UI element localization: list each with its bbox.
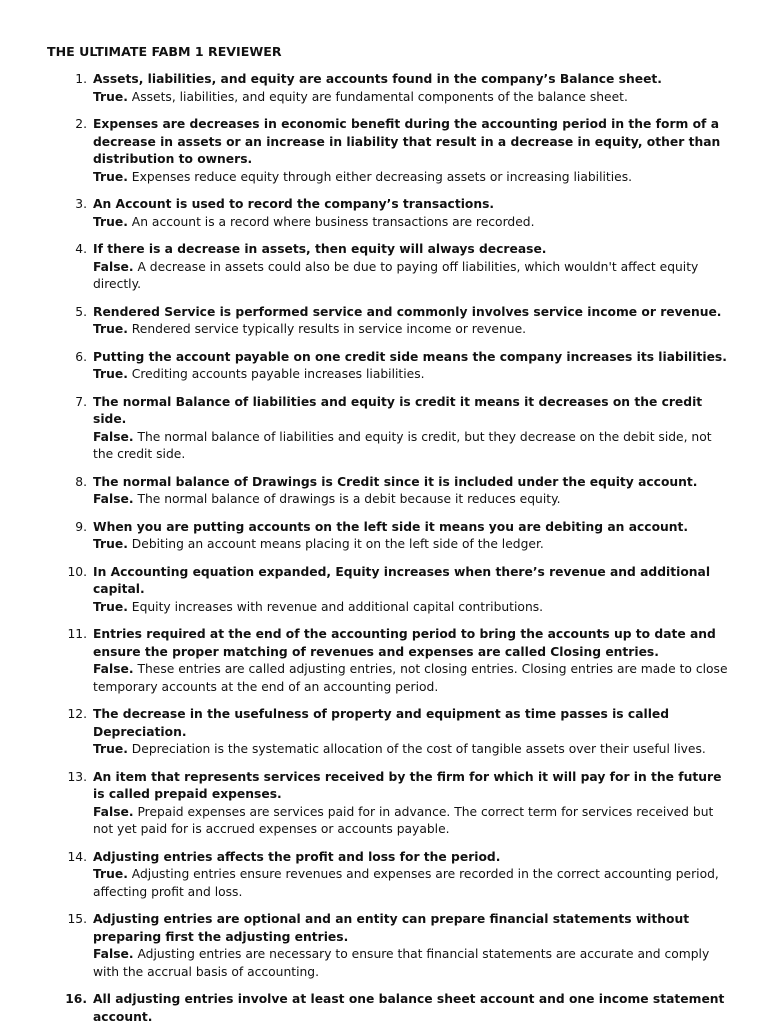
item-explanation: An account is a record where business transactions are recorded. bbox=[131, 214, 535, 229]
item-answer bbox=[93, 804, 728, 839]
item-verdict: False. bbox=[93, 492, 134, 506]
item-question: If there is a decrease in assets, then equity will always decrease. bbox=[93, 242, 547, 256]
list-item bbox=[47, 849, 728, 902]
item-question: An item that represents services received by the firm for which it will pay for in the future is called prepaid expenses. bbox=[93, 769, 722, 801]
item-verdict: False. bbox=[93, 662, 134, 676]
item-answer bbox=[93, 89, 728, 107]
item-verdict: True. bbox=[93, 367, 128, 381]
item-number: 5. bbox=[75, 304, 87, 319]
item-explanation: Assets, liabilities, and equity are fundamental components of the balance sheet. bbox=[131, 89, 628, 104]
list-item bbox=[47, 519, 728, 554]
item-question: In Accounting equation expanded, Equity increases when there’s revenue and additional capital. bbox=[93, 564, 711, 596]
item-answer bbox=[93, 661, 728, 696]
item-explanation: Rendered service typically results in service income or revenue. bbox=[131, 322, 527, 336]
item-answer bbox=[93, 214, 728, 232]
item-number: 10. bbox=[67, 564, 87, 579]
item-verdict: True. bbox=[93, 89, 128, 104]
item-number: 13. bbox=[67, 769, 87, 784]
item-number: 2. bbox=[75, 117, 87, 131]
item-number: 8. bbox=[75, 474, 87, 489]
item-answer bbox=[93, 491, 728, 509]
list-item bbox=[47, 304, 728, 339]
item-number: 7. bbox=[75, 394, 87, 409]
list-item bbox=[47, 394, 728, 464]
item-explanation: Prepaid expenses are services paid for in advance. The correct term for services received but not yet paid for is accrued expenses or accounts payable. bbox=[93, 804, 714, 836]
list-item bbox=[47, 564, 728, 617]
item-explanation: Adjusting entries are necessary to ensure that financial statements are accurate and comply with the accrual basis of accounting. bbox=[93, 947, 710, 979]
item-question: Adjusting entries are optional and an entity can prepare financial statements without preparing first the adjusting entries. bbox=[93, 912, 690, 944]
item-explanation: Depreciation is the systematic allocation of the cost of tangible assets over their useful lives. bbox=[131, 742, 706, 756]
item-explanation: The normal balance of liabilities and equity is credit, but they decrease on the debit side, not the credit side. bbox=[93, 429, 712, 461]
list-item bbox=[47, 116, 728, 186]
item-explanation: A decrease in assets could also be due to paying off liabilities, which wouldn't affect equity directly. bbox=[93, 259, 699, 291]
item-explanation: Equity increases with revenue and additional capital contributions. bbox=[131, 599, 544, 614]
list-item bbox=[47, 706, 728, 759]
item-question: The normal Balance of liabilities and equity is credit it means it decreases on the credit side. bbox=[93, 394, 703, 426]
item-number: 12. bbox=[67, 707, 87, 721]
list-item bbox=[47, 769, 728, 839]
list-item bbox=[47, 71, 728, 106]
list-item bbox=[47, 991, 728, 1026]
item-explanation: The normal balance of drawings is a debit because it reduces equity. bbox=[137, 492, 561, 506]
item-question: Expenses are decreases in economic benefit during the accounting period in the form of a decrease in assets or an increase in liability that result in a decrease in equity, other than distribution to owners. bbox=[93, 117, 721, 166]
item-explanation: Adjusting entries ensure revenues and expenses are recorded in the correct accounting period, affecting profit and loss. bbox=[93, 867, 719, 899]
item-number: 3. bbox=[75, 197, 87, 211]
item-verdict: False. bbox=[93, 259, 134, 274]
item-question: The normal balance of Drawings is Credit since it is included under the equity account. bbox=[93, 474, 698, 489]
item-question: Assets, liabilities, and equity are accounts found in the company’s Balance sheet. bbox=[93, 72, 662, 86]
item-number: 16. bbox=[65, 992, 87, 1006]
item-number: 6. bbox=[75, 349, 87, 364]
item-answer bbox=[93, 599, 728, 617]
item-question: Rendered Service is performed service and commonly involves service income or revenue. bbox=[93, 304, 722, 319]
item-verdict: True. bbox=[93, 537, 128, 551]
item-number: 11. bbox=[67, 627, 87, 641]
document-title: THE ULTIMATE FABM 1 REVIEWER bbox=[47, 44, 282, 59]
item-number: 9. bbox=[75, 519, 87, 534]
item-answer bbox=[93, 169, 728, 187]
item-verdict: True. bbox=[93, 867, 128, 881]
item-explanation: Debiting an account means placing it on the left side of the ledger. bbox=[131, 537, 544, 551]
item-number: 1. bbox=[75, 72, 87, 86]
item-verdict: True. bbox=[93, 599, 128, 614]
item-verdict: False. bbox=[93, 429, 134, 444]
item-number: 15. bbox=[67, 912, 87, 926]
item-verdict: False. bbox=[93, 804, 134, 819]
item-verdict: True. bbox=[93, 322, 128, 336]
item-question: Entries required at the end of the accounting period to bring the accounts up to date and ensure the proper matching of revenues and expenses are called Closing entries. bbox=[93, 627, 716, 659]
item-question: The decrease in the usefulness of property and equipment as time passes is called Depreciation. bbox=[93, 707, 670, 739]
list-item bbox=[47, 241, 728, 294]
item-explanation: These entries are called adjusting entries, not closing entries. Closing entries are made to close temporary accounts at the end of an accounting period. bbox=[93, 662, 728, 694]
item-answer bbox=[93, 366, 728, 384]
item-answer bbox=[93, 946, 728, 981]
list-item bbox=[47, 196, 728, 231]
list-item bbox=[47, 626, 728, 696]
item-number: 14. bbox=[67, 849, 87, 864]
item-verdict: True. bbox=[93, 169, 128, 184]
list-item bbox=[47, 349, 728, 384]
item-verdict: False. bbox=[93, 947, 134, 961]
item-answer bbox=[93, 429, 728, 464]
item-answer bbox=[93, 866, 728, 901]
item-answer bbox=[93, 741, 728, 759]
item-answer bbox=[93, 536, 728, 554]
item-question: Adjusting entries affects the profit and loss for the period. bbox=[93, 849, 501, 864]
list-item bbox=[47, 474, 728, 509]
item-verdict: True. bbox=[93, 742, 128, 756]
item-verdict: True. bbox=[93, 214, 128, 229]
item-question: An Account is used to record the company’s transactions. bbox=[93, 197, 495, 211]
item-explanation: Expenses reduce equity through either decreasing assets or increasing liabilities. bbox=[131, 169, 633, 184]
item-number: 4. bbox=[75, 242, 87, 256]
item-question: When you are putting accounts on the left side it means you are debiting an account. bbox=[93, 519, 689, 534]
item-answer bbox=[93, 321, 728, 339]
reviewer-list bbox=[47, 71, 728, 1026]
item-answer bbox=[93, 259, 728, 294]
item-question: Putting the account payable on one credit side means the company increases its liabilities. bbox=[93, 349, 727, 364]
item-question: All adjusting entries involve at least one balance sheet account and one income statement account. bbox=[93, 992, 725, 1024]
item-explanation: Crediting accounts payable increases liabilities. bbox=[131, 367, 425, 381]
list-item bbox=[47, 911, 728, 981]
